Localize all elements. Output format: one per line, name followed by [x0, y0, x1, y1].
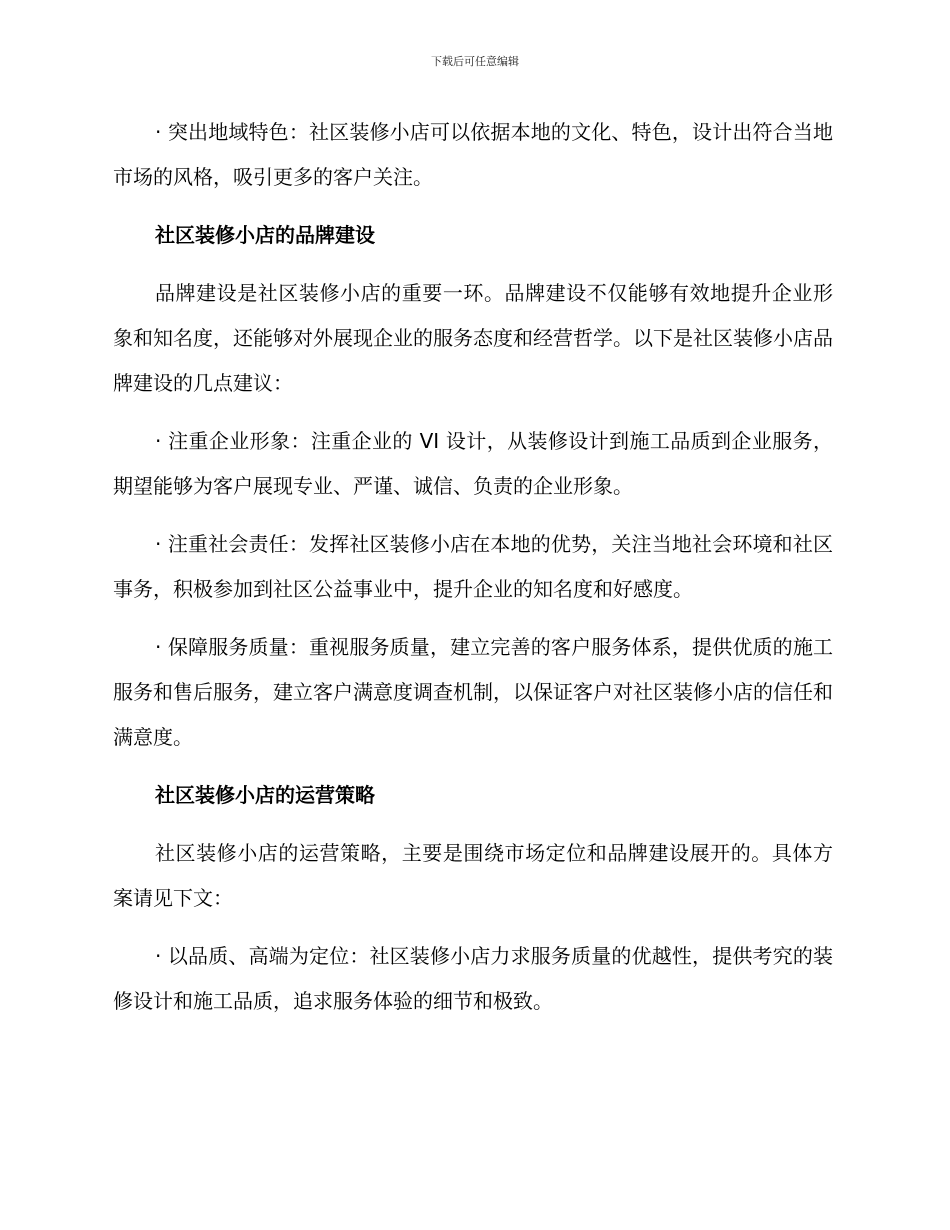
- paragraph-corporate-image: · 注重企业形象：注重企业的 VI 设计，从装修设计到施工品质到企业服务，期望能够为客户展现专业、严谨、诚信、负责的企业形象。: [113, 429, 833, 498]
- paragraph-social-responsibility: · 注重社会责任：发挥社区装修小店在本地的优势，关注当地社会环境和社区事务，积极参加到社区公益事业中，提升企业的知名度和好感度。: [113, 532, 833, 601]
- section-heading-brand-building: 社区装修小店的品牌建设: [155, 223, 375, 247]
- paragraph-quality-positioning: · 以品质、高端为定位：社区装修小店力求服务质量的优越性，提供考究的装修设计和施工品质，追求服务体验的细节和极致。: [113, 944, 833, 1013]
- page-header: 下载后可任意编辑: [431, 55, 519, 68]
- paragraph-service-quality: · 保障服务质量：重视服务质量，建立完善的客户服务体系，提供优质的施工服务和售后服务，建立客户满意度调查机制，以保证客户对社区装修小店的信任和满意度。: [113, 635, 833, 749]
- paragraph-brand-intro: 品牌建设是社区装修小店的重要一环。品牌建设不仅能够有效地提升企业形象和知名度，还能够对外展现企业的服务态度和经营哲学。以下是社区装修小店品牌建设的几点建议：: [113, 281, 833, 395]
- paragraph-strategy-intro: 社区装修小店的运营策略，主要是围绕市场定位和品牌建设展开的。具体方案请见下文：: [113, 841, 833, 910]
- document-body: [113, 110, 833, 1037]
- paragraph-regional-features: · 突出地域特色：社区装修小店可以依据本地的文化、特色，设计出符合当地市场的风格，吸引更多的客户关注。: [113, 120, 833, 189]
- section-heading-operation-strategy: 社区装修小店的运营策略: [155, 783, 375, 807]
